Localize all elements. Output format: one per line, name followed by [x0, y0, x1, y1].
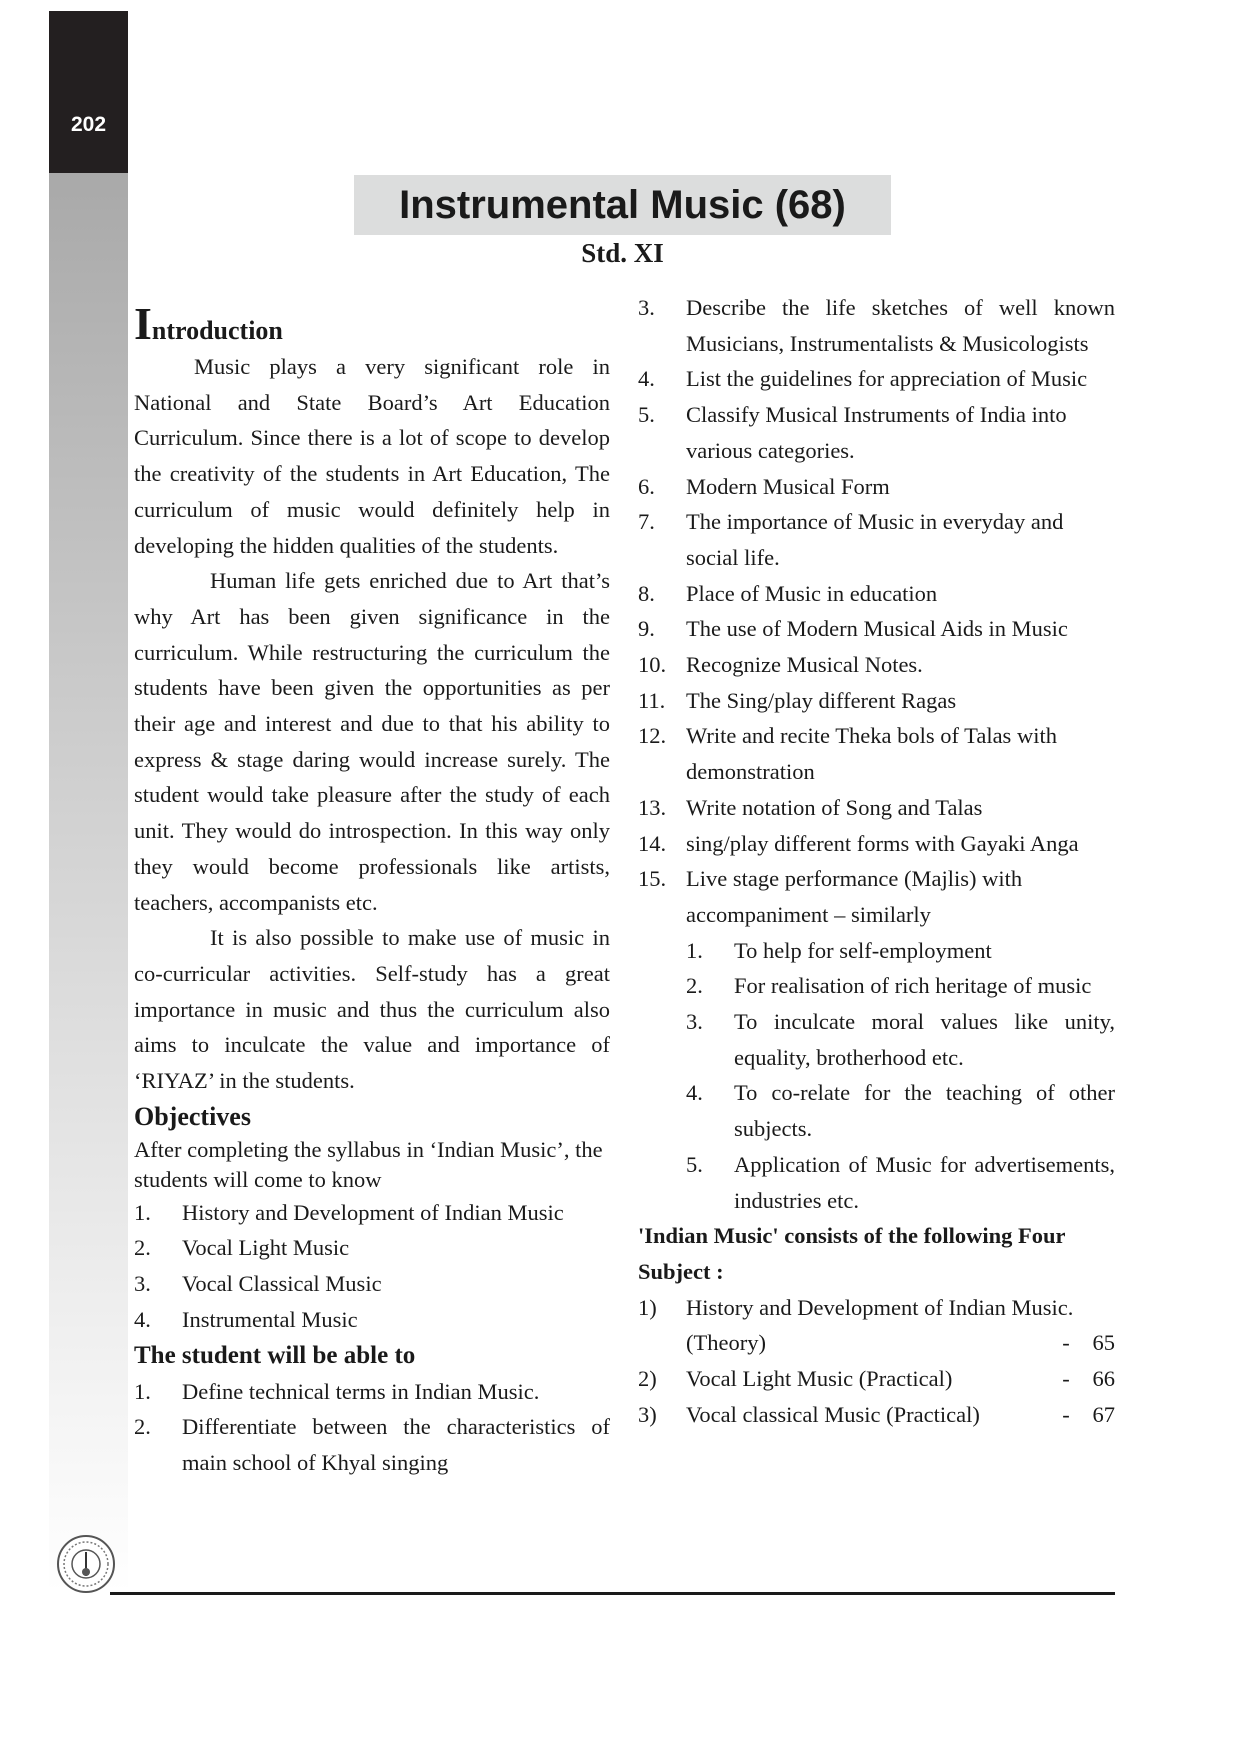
list-item: 5. Application of Music for advertisements, industries etc.	[686, 1151, 1115, 1213]
introduction-heading	[134, 298, 610, 349]
intro-paragraph-2: Human life gets enriched due to Art that’s why Art has been given significance in the curriculum. While restructuring the curriculum the students have been given the opportunities as per their age and interest and due to that his ability to express & stage daring would increase surely. The student would take pleasure after the study of each unit. They would do introspection. In this way only they would become professionals like artists, teachers, accompanists etc.	[134, 568, 610, 915]
right-column	[638, 290, 1115, 1433]
able-to-heading: The student will be able to	[134, 1341, 416, 1369]
list-item: 14. sing/play different forms with Gayaki Anga	[638, 830, 1079, 856]
board-emblem-icon	[56, 1534, 116, 1594]
introduction-heading-rest: ntroduction	[151, 316, 283, 345]
list-item: 1. To help for self-employment	[686, 937, 992, 963]
list-item: 2) Vocal Light Music (Practical) - 66	[638, 1366, 1115, 1392]
left-column	[134, 298, 610, 1481]
list-item: 4. To co-relate for the teaching of other subjects.	[686, 1080, 1115, 1142]
list-item: 5. Classify Musical Instruments of India into various categories.	[638, 402, 1067, 463]
list-item: 3. Vocal Classical Music	[134, 1271, 382, 1297]
list-item: 13. Write notation of Song and Talas	[638, 794, 983, 820]
drop-cap: I	[134, 298, 152, 349]
list-item: 3. Describe the life sketches of well known Musicians, Instrumentalists & Musicologists	[638, 295, 1115, 356]
intro-paragraph-1: Music plays a very significant role in National and State Board’s Art Education Curriculum. Since there is a lot of scope to develop the creativity of the students in Art Education, The curriculum of music would definitely help in developing the hidden qualities of the students.	[134, 354, 610, 558]
sub-list	[686, 933, 1115, 1219]
list-item: 4. Instrumental Music	[134, 1306, 358, 1332]
list-item: 1. History and Development of Indian Music	[134, 1199, 564, 1225]
list-item: 3. To inculcate moral values like unity, equality, brotherhood etc.	[686, 1009, 1115, 1070]
page-subtitle: Std. XI	[581, 238, 664, 268]
list-item: 2. Differentiate between the characteristics of main school of Khyal singing	[134, 1414, 610, 1475]
page-title: Instrumental Music (68)	[354, 175, 891, 235]
list-item: 15. Live stage performance (Majlis) with accompaniment – similarly	[638, 866, 1023, 927]
objectives-heading: Objectives	[134, 1101, 251, 1131]
list-item: 6. Modern Musical Form	[638, 473, 890, 499]
list-item: 10. Recognize Musical Notes.	[638, 652, 923, 678]
list-item: 11. The Sing/play different Ragas	[638, 687, 957, 713]
intro-paragraph-3: It is also possible to make use of music in co-curricular activities. Self-study has a great importance in music and thus the curriculum also aims to inculcate the value and importance of ‘RIYAZ’ in the students.	[134, 925, 610, 1094]
list-item: 4. List the guidelines for appreciation of Music	[638, 366, 1088, 392]
subjects-list	[638, 1290, 1115, 1433]
able-to-list-left	[134, 1374, 610, 1481]
list-item: 7. The importance of Music in everyday and social life.	[638, 509, 1064, 570]
side-gradient-bar	[49, 173, 128, 1593]
list-item: 3) Vocal classical Music (Practical) - 67	[638, 1401, 1115, 1427]
objectives-intro: After completing the syllabus in ‘Indian Music’, the students will come to know	[134, 1136, 603, 1192]
list-item: 1) History and Development of Indian Music. (Theory) - 65	[638, 1294, 1115, 1356]
able-to-list-right	[638, 290, 1115, 933]
list-item: 12. Write and recite Theka bols of Talas with demonstration	[638, 723, 1057, 785]
objectives-list	[134, 1195, 610, 1338]
side-tab	[49, 11, 128, 173]
list-item: 8. Place of Music in education	[638, 580, 938, 606]
list-item: 1. Define technical terms in Indian Music.	[134, 1378, 540, 1404]
list-item: 9. The use of Modern Musical Aids in Music	[638, 616, 1068, 642]
bottom-rule	[110, 1592, 1115, 1595]
list-item: 2. Vocal Light Music	[134, 1235, 350, 1261]
subjects-heading: 'Indian Music' consists of the following Four Subject :	[638, 1223, 1066, 1284]
list-item: 2. For realisation of rich heritage of music	[686, 973, 1092, 999]
page-number: 202	[70, 113, 107, 136]
